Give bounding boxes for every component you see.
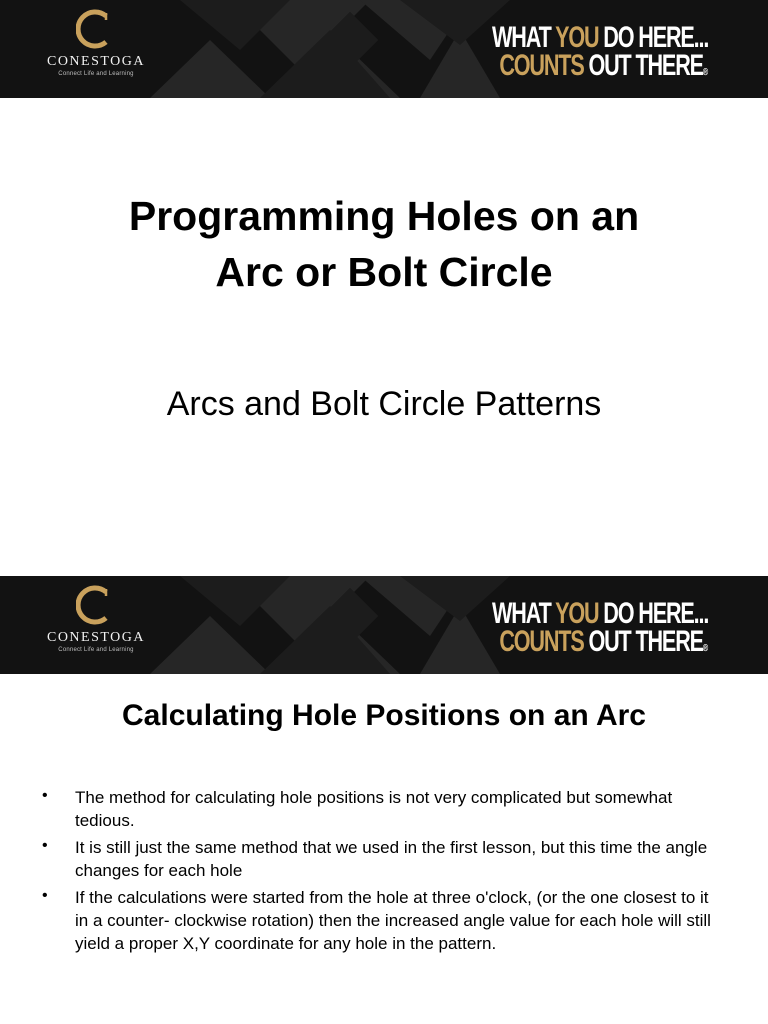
conestoga-c-icon: [76, 584, 116, 626]
bullet-item: [42, 786, 722, 832]
registered-mark: ®: [702, 643, 708, 654]
slogan: [491, 597, 708, 663]
bullet-icon: •: [42, 837, 48, 854]
slide-title: [0, 188, 768, 300]
slogan-word-highlight: COUNTS: [499, 625, 584, 658]
slogan: [491, 21, 708, 87]
slide-title-line: Arc or Bolt Circle: [215, 249, 553, 295]
brand-tagline: Connect Life and Learning: [58, 647, 134, 653]
conestoga-logo: [40, 584, 152, 653]
slogan-word: OUT THERE: [583, 625, 703, 658]
slogan-word-highlight: YOU: [554, 21, 599, 54]
brand-name: CONESTOGA: [46, 630, 146, 645]
slogan-word-highlight: COUNTS: [499, 49, 584, 82]
bullet-text: The method for calculating hole positions is not very complicated but somewhat tedious.: [75, 788, 673, 830]
slide-title-line: Programming Holes on an: [128, 193, 640, 239]
slogan-word: OUT THERE: [583, 49, 703, 82]
slogan-word-highlight: YOU: [554, 597, 599, 630]
bullet-text: If the calculations were started from the hole at three o'clock, (or the one closest to it in a counter- clockwise rotation) then the increased angle value for each hole will still yield a proper X,Y coordinate for any hole in the pattern.: [75, 888, 711, 953]
bullet-icon: •: [42, 887, 48, 904]
header-banner: [0, 576, 768, 674]
slide-2: [0, 576, 768, 1024]
slogan-word: WHAT: [491, 21, 555, 54]
bullet-icon: •: [42, 787, 48, 804]
slide-subtitle: Arcs and Bolt Circle Patterns: [166, 385, 602, 423]
bullet-text: It is still just the same method that we used in the first lesson, but this time the angle changes for each hole: [75, 838, 708, 880]
conestoga-c-icon: [76, 8, 116, 50]
conestoga-logo: [40, 8, 152, 77]
slogan-word: DO HERE...: [598, 597, 708, 630]
slogan-word: DO HERE...: [598, 21, 708, 54]
bullet-item: [42, 836, 722, 882]
brand-tagline: Connect Life and Learning: [58, 71, 134, 77]
slogan-word: WHAT: [491, 597, 555, 630]
bullet-list: [42, 786, 722, 959]
bullet-item: [42, 886, 722, 955]
registered-mark: ®: [702, 67, 708, 78]
brand-name: CONESTOGA: [46, 54, 146, 69]
header-banner: [0, 0, 768, 98]
slide-title: Calculating Hole Positions on an Arc: [122, 699, 646, 732]
